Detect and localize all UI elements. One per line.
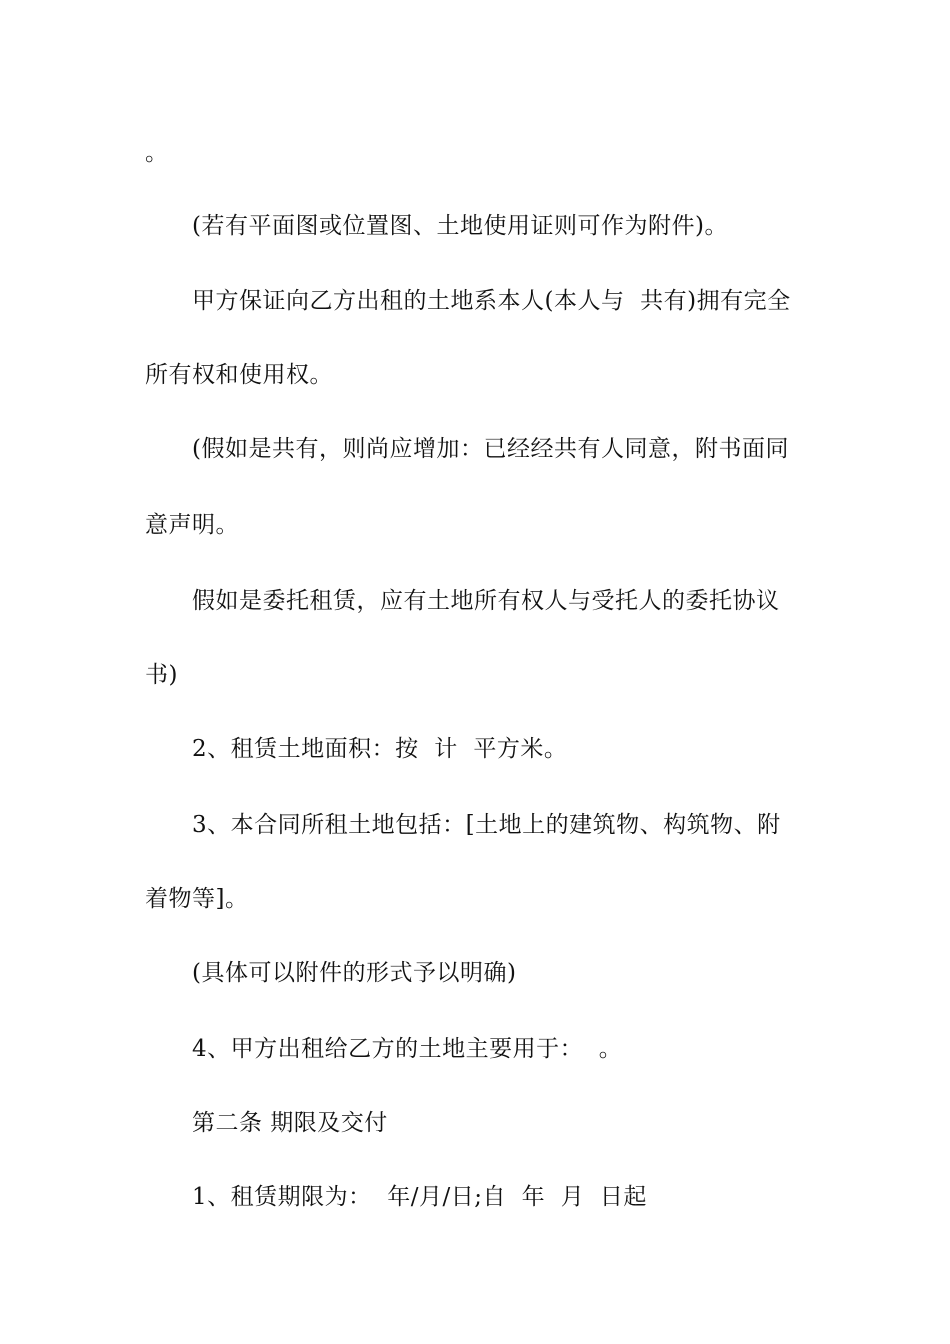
paragraph-line: 甲方保证向乙方出租的土地系本人(本人与 共有)拥有完全 — [192, 288, 791, 314]
paragraph-line: 。 — [145, 140, 169, 166]
paragraph-line: (具体可以附件的形式予以明确) — [192, 960, 517, 986]
paragraph-line: 书) — [145, 662, 178, 688]
paragraph-line: 3、本合同所租土地包括：[土地上的建筑物、构筑物、附 — [192, 812, 781, 838]
paragraph-line: (若有平面图或位置图、土地使用证则可作为附件)。 — [192, 213, 728, 239]
paragraph-line: (假如是共有，则尚应增加：已经经共有人同意，附书面同 — [192, 436, 789, 462]
section-heading: 第二条 期限及交付 — [192, 1110, 388, 1136]
paragraph-line: 意声明。 — [145, 512, 239, 538]
paragraph-line: 4、甲方出租给乙方的土地主要用于： 。 — [192, 1036, 623, 1062]
paragraph-line: 假如是委托租赁，应有土地所有权人与受托人的委托协议 — [192, 588, 780, 614]
paragraph-line: 所有权和使用权。 — [145, 362, 333, 388]
paragraph-line: 着物等]。 — [145, 886, 249, 912]
paragraph-line: 1、租赁期限为： 年/月/日;自 年 月 日起 — [192, 1184, 647, 1210]
paragraph-line: 2、租赁土地面积：按 计 平方米。 — [192, 736, 568, 762]
